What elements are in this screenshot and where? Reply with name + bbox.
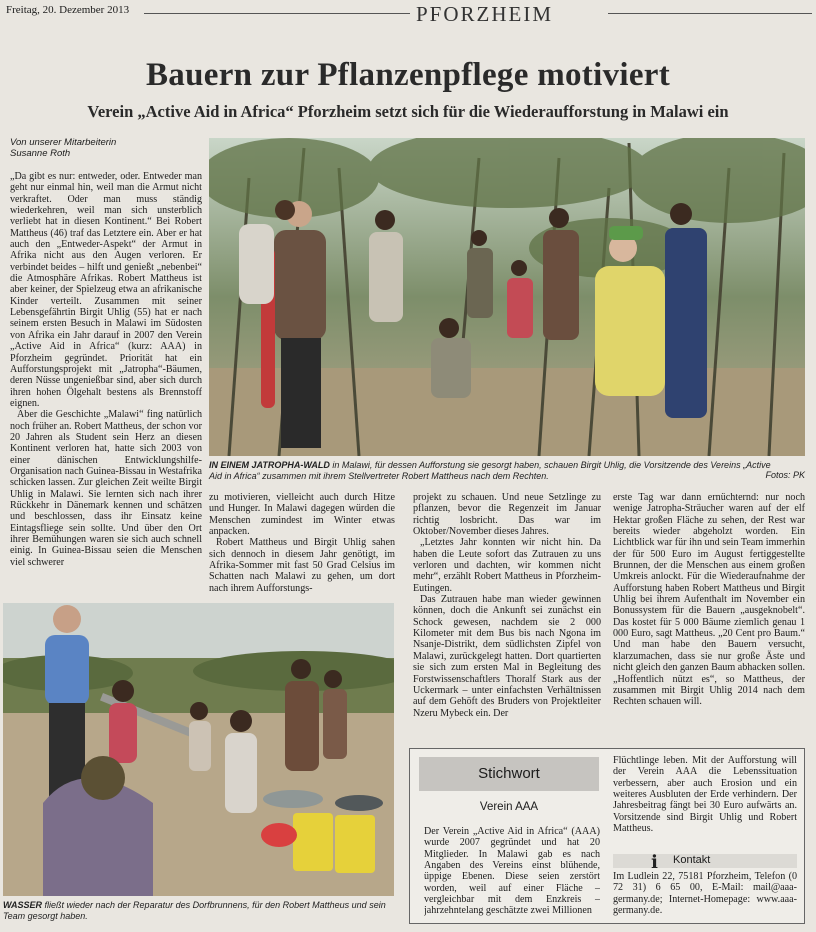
caption-text: fließt wieder nach der Reparatur des Dorfbrunnens, für den Robert Mattheus und sein Team gesorgt haben. bbox=[3, 900, 386, 921]
paragraph: Robert Mattheus und Birgit Uhlig sahen sich dennoch in diesem Jahr genötigt, im Afrika-Sommer mit fast 50 Grad Celsius im Schatten nach Malawi zu gehen, um dort nach ihrem Aufforstungs- bbox=[209, 537, 395, 594]
article-title: Bauern zur Pflanzenpflege motiviert bbox=[145, 57, 671, 93]
kontakt-label: Kontakt bbox=[673, 854, 711, 866]
main-photo bbox=[209, 138, 805, 456]
header-rule-left bbox=[144, 13, 410, 14]
stichwort-box bbox=[409, 748, 805, 924]
article-column-2 bbox=[209, 492, 395, 594]
section-title: PFORZHEIM bbox=[416, 2, 554, 26]
caption-lead: WASSER bbox=[3, 900, 43, 910]
paragraph: Flüchtlinge leben. Mit der Aufforstung will der Verein AAA die Lebenssituation verbessern, aber auch Erosion und ein weiteres Ausbluten der Erde verhindern. Der Jahresbeitrag fängt bei 30 Euro aufwärts an. Vorsitzende sind Birgit Uhlig und Robert Mattheus. bbox=[613, 755, 797, 835]
stichwort-continued bbox=[613, 755, 797, 850]
paragraph: zu motivieren, vielleicht auch durch Hitze und Hunger. In Malawi dagegen würden die Menschen zumindest im Winter etwas anpacken. bbox=[209, 492, 395, 538]
byline-role: Von unserer Mitarbeiterin bbox=[10, 137, 117, 148]
caption-text: in Malawi, für dessen Aufforstung sie gesorgt haben, schauen Birgit Uhlig, die Vorsitzende des Vereins „Active Aid in Africa“ zusammen mit ihrem Stellvertreter Robert Mattheus nach dem Rechten. bbox=[209, 460, 771, 481]
paragraph: Aber die Geschichte „Malawi“ fing natürlich noch früher an. Robert Mattheus, der schon vor 20 Jahren als Student sein Herz an diesen Kontinent verloren hat, hatte sich 2003 von einer dänischen Entwicklungshilfe-Organisation nach Guinea-Bissau in Westafrika schicken lassen. Zur gleichen Zeit weilte Birgit Uhlig in Malawi. Sie lernten sich nach ihrer Rückkehr in Dänemark kennen und schätzen und beschlossen, dass ihr Einsatz keine Eintagsfliege sein sollte. Und über den Ort ihrer Bemühungen waren sie sich auch schnell einig. In Guinea-Bissau seien die Menschen viel schwerer bbox=[10, 409, 202, 568]
stichwort-label: Stichwort bbox=[419, 757, 599, 791]
article-column-3 bbox=[413, 492, 601, 732]
stichwort-heading: Verein AAA bbox=[479, 801, 539, 813]
paragraph: Das Zutrauen habe man wieder gewinnen können, doch die Ankunft sei zunächst ein Schock gewesen, nachdem sie 2 000 Kilometer mit dem Bus bis nach Ngona im Nsanje-Distrikt, dem südlichsten Zipfel von Malawi, zurückgelegt hatten. Dort quartierten sie sich zum ersten Mal in Begleitung des Forstwissenschaftlers Thoralf Stark aus der Uckermark – unter einfachsten Verhältnissen auf dem Gehöft des Bruders von Projektleiter Nzeru Mybeck ein. Der bbox=[413, 594, 601, 719]
caption-lead: IN EINEM JATROPHA-WALD bbox=[209, 460, 330, 470]
jatropha-forest-image bbox=[209, 138, 805, 456]
paragraph: „Da gibt es nur: entweder, oder. Entweder man geht nur einmal hin, weil man die Armut nicht verkraftet. Oder man muss ständig wiederkehren, weil man sich unsterblich verliebt hat in diesen Kontinent.“ Bei Robert Mattheus (46) traf das Letztere ein. Aber er hat auch den „Entweder-Aspekt“ der Armut in Afrika nicht aus den Augen verloren. Er verbindet beides – hilft und genießt „nebenbei“ die Atmosphäre Afrikas. Robert Mattheus ist aber keiner, der Spielzeug etwa an afrikanische Kinder verteilt. Zusammen mit seiner Lebensgefährtin Birgit Uhlig (55) hat er nach seinem ersten Besuch in Malawi im Südosten von Afrika ein Jahr darauf in 2007 den Verein „Active Aid in Africa“ (kurz: AAA) in Pforzheim gegründet. Priorität hat ein Aufforstungsprojekt mit „Jatropha“-Bäumen, deren Nüsse ungenießbar sind, aber sich durch ihren hohen Ölgehalt bestens als Brennstoff eignen. bbox=[10, 171, 202, 409]
article-column-4 bbox=[613, 492, 805, 748]
photo-credit: Fotos: PK bbox=[765, 470, 805, 480]
paragraph: projekt zu schauen. Und neue Setzlinge zu pflanzen, bevor die Regenzeit im Januar richtig losbricht. Das war im Oktober/November dieses Jahres. bbox=[413, 492, 601, 538]
paragraph: erste Tag war dann ernüchternd: nur noch wenige Jatropha-Sträucher waren auf der elf Hektar großen Fläche zu sehen, der Rest war bereits wieder abgeholzt worden. Ein Lichtblick war für ihn und sein Team immerhin der für 500 Euro im August fertiggestellte Brunnen, der die Menschen aus einem großen Umkreis anlockt. Für die Wiederaufnahme der Aufforstung haben Robert Mattheus und Birgit Uhlig bei ihrem Aufenthalt im November ein Bonussystem für die Bauern „ausgeknobelt“. Das kostet für 5 000 Bäume ziemlich genau 1 000 Euro, sagt Mattheus. „20 Cent pro Baum.“ Und man habe den Bauern versucht, klarzumachen, dass sie nur große Äste und nicht gleich den ganzen Baum abhacken sollen. „Hoffentlich nützt es“, so Mattheus, der zusammen mit Birgit Uhlig 2014 nach dem Rechten schauen will. bbox=[613, 492, 805, 708]
article-subtitle: Verein „Active Aid in Africa“ Pforzheim setzt sich für die Wiederaufforstung in Malawi ein bbox=[87, 102, 729, 121]
article-column-1 bbox=[10, 171, 202, 596]
paragraph: Im Ludlein 22, 75181 Pforzheim, Telefon (0 72 31) 6 65 00, E-Mail: mail@aaa-germany.de; Internet-Homepage: www.aaa-germany.de. bbox=[613, 871, 797, 917]
header-rule-right bbox=[608, 13, 812, 14]
main-photo-caption bbox=[209, 460, 775, 481]
issue-date: Freitag, 20. Dezember 2013 bbox=[6, 4, 130, 16]
byline bbox=[10, 137, 116, 159]
info-icon: ℹ bbox=[651, 852, 658, 872]
paragraph: Der Verein „Active Aid in Africa“ (AAA) wurde 2007 gegründet und hat 20 Mitglieder. In Malawi gab es nach Angaben des Vereins einst blühende, üppige Ebenen. Diese seien zerstört worden, weil auf einer Fläche – vergleichbar mit dem Enzkreis – jahrzehntelang geschätzte zwei Millionen bbox=[424, 826, 600, 917]
village-well-image bbox=[3, 603, 394, 896]
kontakt-text bbox=[613, 871, 797, 921]
paragraph: „Letztes Jahr konnten wir nicht hin. Da haben die Leute sofort das Zutrauen zu uns verloren und dachten, wir kommen nicht mehr“, erzählt Robert Mattheus in Pforzheim-Eutingen. bbox=[413, 537, 601, 594]
byline-author: Susanne Roth bbox=[10, 148, 71, 159]
well-photo-caption bbox=[3, 900, 398, 921]
well-photo bbox=[3, 603, 394, 896]
stichwort-text bbox=[424, 826, 600, 919]
kontakt-header bbox=[613, 852, 797, 872]
